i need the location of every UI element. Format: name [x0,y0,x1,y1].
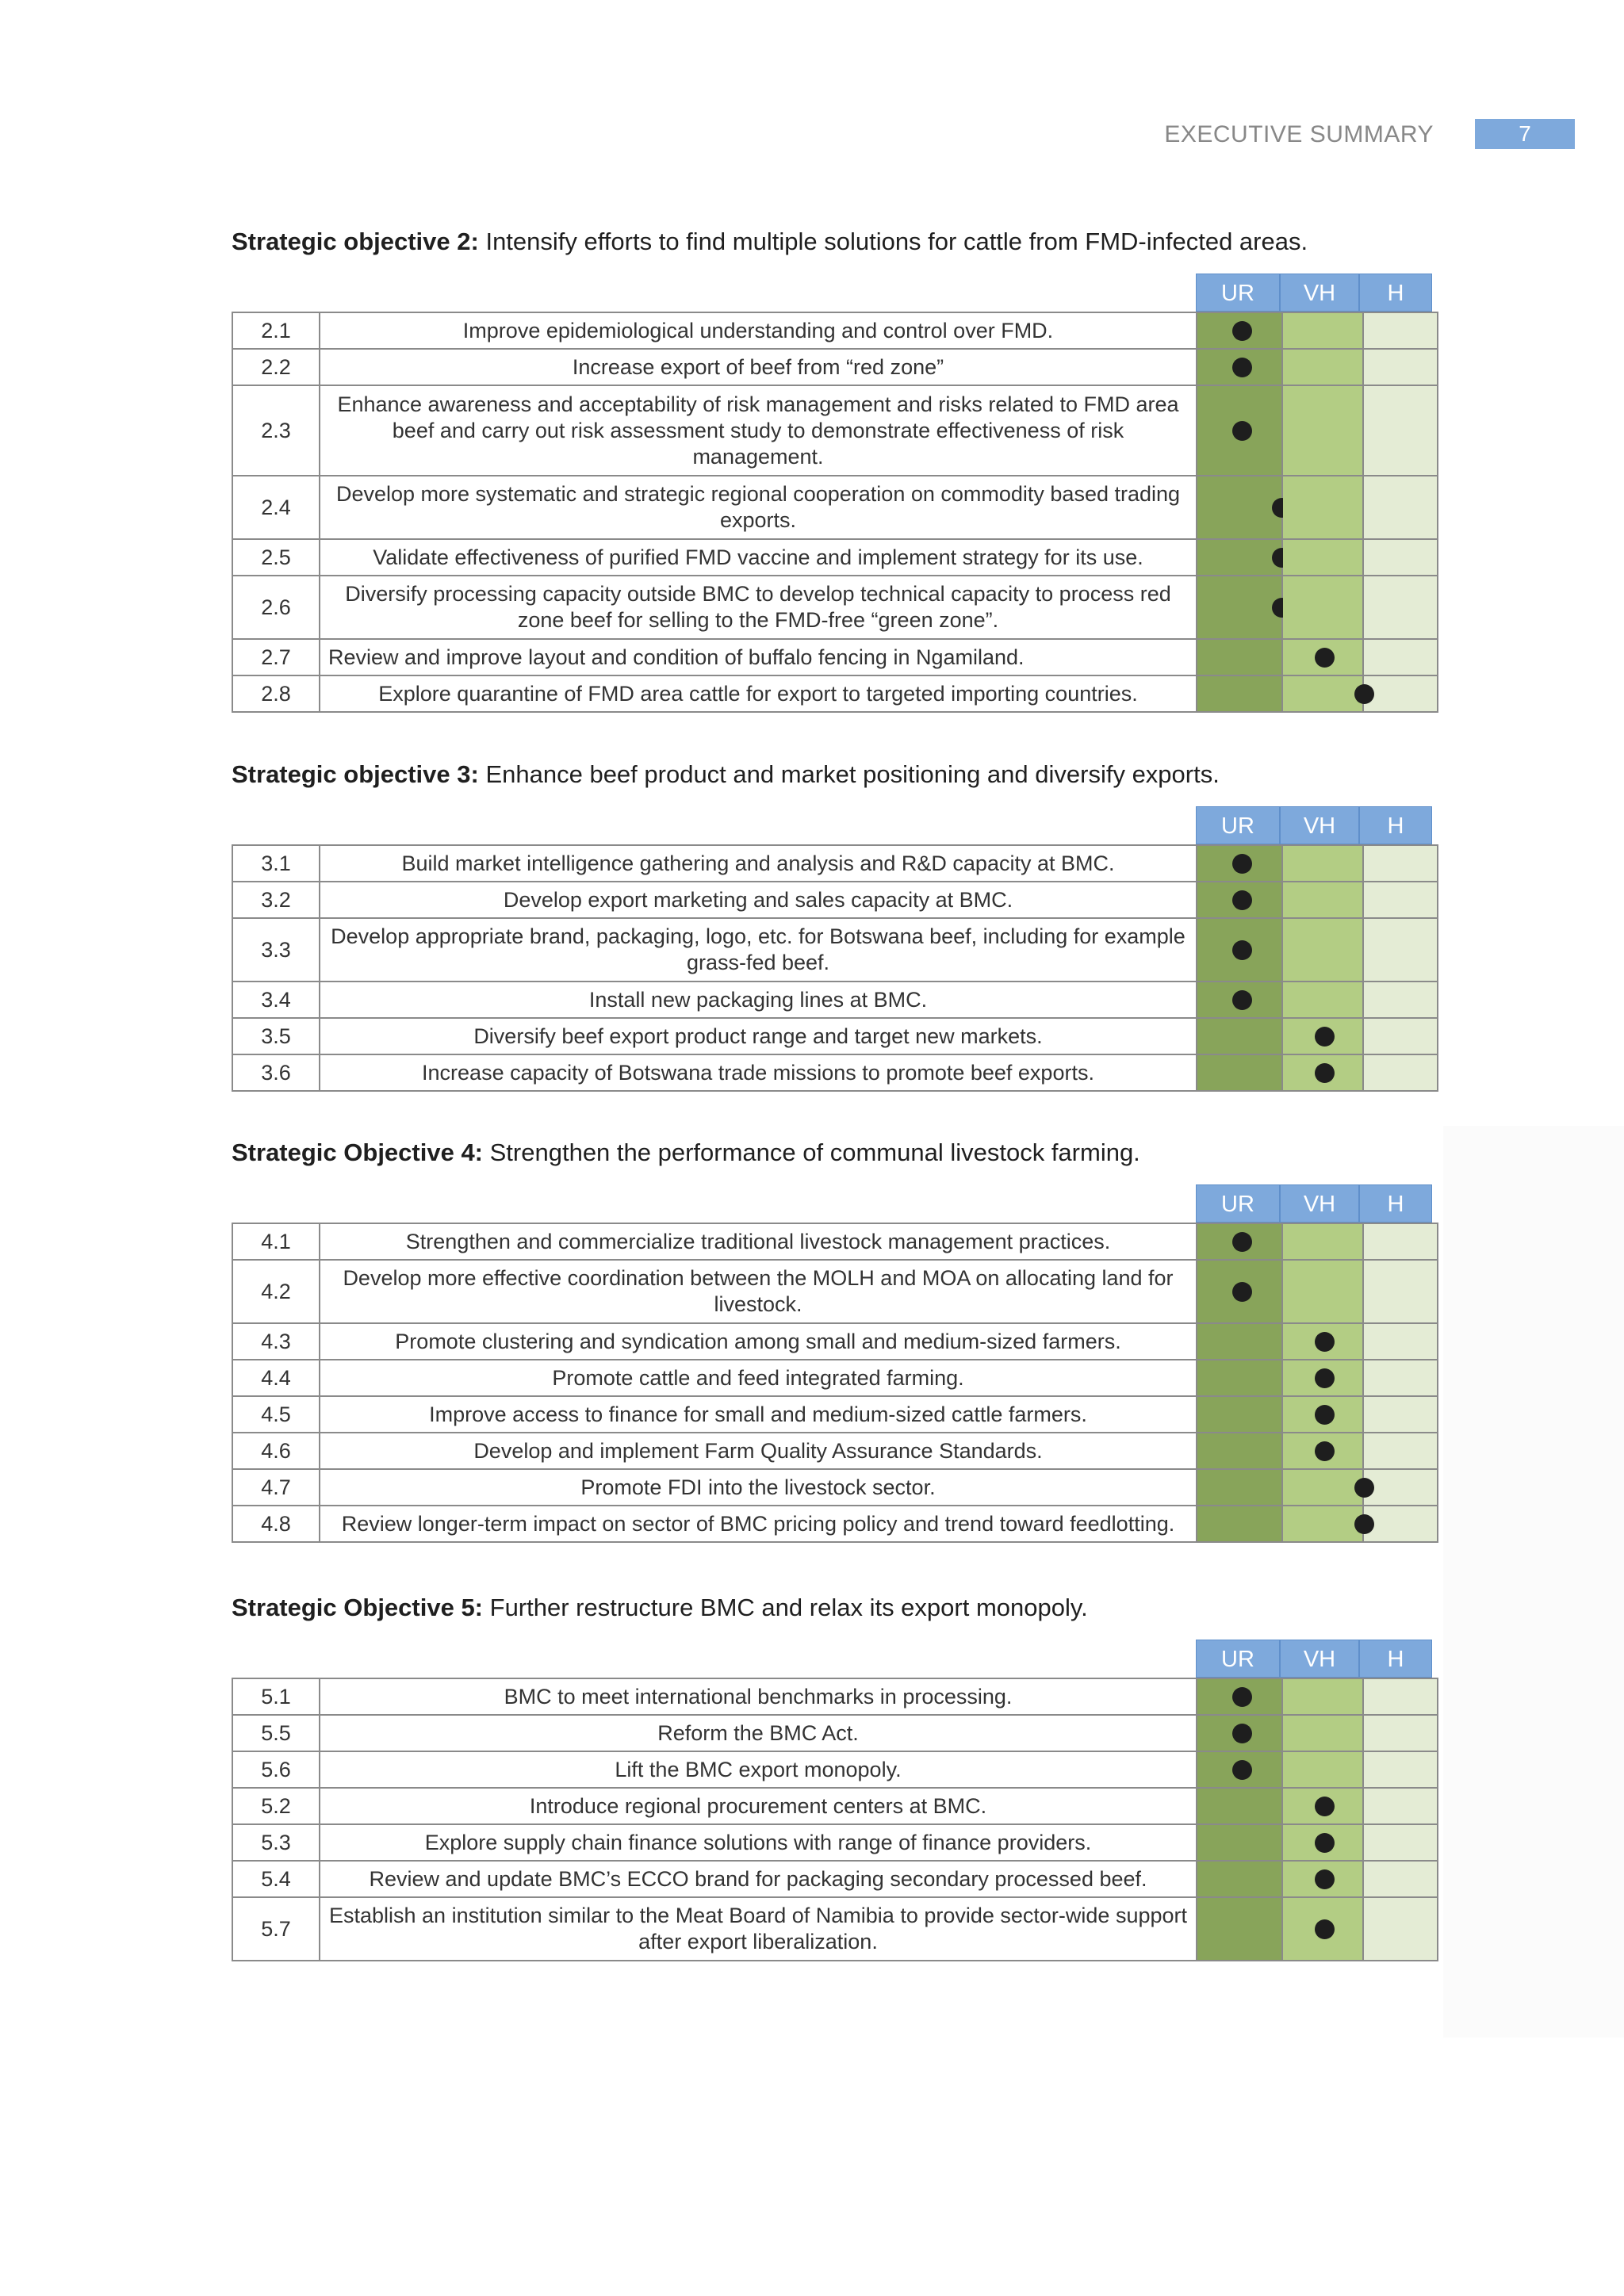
row-number: 2.3 [232,385,320,476]
row-number: 5.4 [232,1861,320,1897]
row-description: Build market intelligence gathering and analysis and R&D capacity at BMC. [320,845,1197,882]
priority-cell-ur [1197,1054,1282,1091]
table-row [232,845,1438,882]
priority-dot [1315,1441,1335,1461]
priority-cell-ur [1197,349,1282,385]
priority-cell-h [1363,1018,1438,1054]
priority-dot [1315,1405,1335,1425]
priority-cell-ur [1197,476,1282,539]
row-description: Develop and implement Farm Quality Assurance Standards. [320,1433,1197,1469]
priority-dot [1232,1232,1252,1252]
priority-cell-vh [1282,1824,1363,1861]
table-row [232,1715,1438,1751]
row-description: Review and improve layout and condition of buffalo fencing in Ngamiland. [320,639,1197,675]
row-number: 4.6 [232,1433,320,1469]
priority-dot [1315,1797,1335,1816]
priority-header [1196,1184,1432,1223]
row-number: 2.2 [232,349,320,385]
priority-cell-vh [1282,675,1363,712]
row-number: 2.6 [232,576,320,639]
row-description: Promote cattle and feed integrated farming. [320,1360,1197,1396]
priority-dot [1232,940,1252,960]
priority-cell-h [1363,1469,1438,1506]
row-number: 4.1 [232,1223,320,1260]
priority-cell-vh [1282,1506,1363,1542]
priority-dot [1232,421,1252,441]
table-row [232,882,1438,918]
table-row [232,1018,1438,1054]
priority-cell-h [1363,1054,1438,1091]
priority-cell-vh [1282,1715,1363,1751]
row-description: Review and update BMC’s ECCO brand for packaging secondary processed beef. [320,1861,1197,1897]
priority-dot [1315,648,1335,668]
priority-cell-vh [1282,1360,1363,1396]
row-description: Develop more systematic and strategic regional cooperation on commodity based trading exports. [320,476,1197,539]
row-description: Develop appropriate brand, packaging, logo, etc. for Botswana beef, including for example grass-fed beef. [320,918,1197,982]
objective-text: Intensify efforts to find multiple solutions for cattle from FMD-infected areas. [478,228,1308,255]
row-description: Develop export marketing and sales capacity at BMC. [320,882,1197,918]
objective-label: Strategic Objective 4: [232,1138,484,1166]
priority-cell-ur [1197,1260,1282,1323]
priority-cell-h [1363,1396,1438,1433]
priority-cell-vh [1282,639,1363,675]
row-number: 3.6 [232,1054,320,1091]
row-number: 2.7 [232,639,320,675]
table-row [232,1678,1438,1715]
page-shade [1443,1126,1624,2038]
row-number: 4.3 [232,1323,320,1360]
row-number: 4.7 [232,1469,320,1506]
priority-cell-vh [1282,1260,1363,1323]
priority-cell-vh [1282,1018,1363,1054]
priority-cell-h [1363,1751,1438,1788]
objective-table [232,1223,1438,1543]
priority-cell-ur [1197,1323,1282,1360]
priority-dot [1315,1368,1335,1388]
priority-cell-ur [1197,675,1282,712]
row-number: 5.7 [232,1897,320,1961]
priority-cell-vh [1282,1433,1363,1469]
priority-cell-h [1363,1506,1438,1542]
table-row [232,675,1438,712]
table-row [232,1054,1438,1091]
priority-cell-ur [1197,576,1282,639]
priority-cell-vh [1282,1678,1363,1715]
row-number: 3.2 [232,882,320,918]
objective-table [232,1678,1438,1961]
priority-cell-h [1363,539,1438,576]
priority-cell-ur [1197,1861,1282,1897]
priority-cell-h [1363,576,1438,639]
objective-3-section [232,759,1432,1092]
table-row [232,539,1438,576]
table-row [232,1433,1438,1469]
priority-header-h: H [1359,274,1432,312]
priority-cell-vh [1282,1054,1363,1091]
priority-cell-vh [1282,312,1363,349]
row-number: 5.6 [232,1751,320,1788]
row-number: 2.4 [232,476,320,539]
priority-cell-h [1363,1323,1438,1360]
objective-heading [232,226,1432,258]
priority-dot [1232,321,1252,341]
priority-cell-vh [1282,539,1363,576]
priority-cell-h [1363,1715,1438,1751]
priority-dot [1315,1833,1335,1853]
priority-header [1196,274,1432,312]
priority-cell-vh [1282,1469,1363,1506]
priority-cell-h [1363,1223,1438,1260]
priority-header-ur: UR [1196,806,1280,844]
priority-cell-ur [1197,312,1282,349]
priority-dot [1315,1869,1335,1889]
priority-cell-ur [1197,1715,1282,1751]
priority-cell-h [1363,1433,1438,1469]
table-row [232,1360,1438,1396]
row-description: Lift the BMC export monopoly. [320,1751,1197,1788]
row-number: 5.5 [232,1715,320,1751]
objective-heading [232,1137,1432,1169]
objective-table [232,844,1438,1092]
priority-cell-h [1363,1678,1438,1715]
priority-cell-h [1363,982,1438,1018]
objective-table [232,312,1438,713]
row-description: Promote clustering and syndication among small and medium-sized farmers. [320,1323,1197,1360]
priority-cell-ur [1197,1506,1282,1542]
row-number: 4.5 [232,1396,320,1433]
row-description: Validate effectiveness of purified FMD vaccine and implement strategy for its use. [320,539,1197,576]
priority-cell-h [1363,385,1438,476]
priority-cell-ur [1197,982,1282,1018]
priority-header-ur: UR [1196,1640,1280,1678]
priority-cell-h [1363,1260,1438,1323]
priority-cell-vh [1282,982,1363,1018]
priority-cell-h [1363,1360,1438,1396]
priority-dot [1354,1514,1374,1534]
priority-cell-ur [1197,1678,1282,1715]
priority-cell-h [1363,918,1438,982]
priority-cell-vh [1282,1897,1363,1961]
row-description: Explore supply chain finance solutions with range of finance providers. [320,1824,1197,1861]
priority-header-vh: VH [1280,806,1359,844]
priority-dot [1354,684,1374,704]
table-row [232,1861,1438,1897]
priority-dot [1315,1919,1335,1939]
priority-dot [1232,854,1252,874]
priority-cell-ur [1197,918,1282,982]
row-description: Develop more effective coordination between the MOLH and MOA on allocating land for livestock. [320,1260,1197,1323]
row-description: Promote FDI into the livestock sector. [320,1469,1197,1506]
priority-cell-h [1363,1824,1438,1861]
row-number: 3.4 [232,982,320,1018]
priority-cell-h [1363,312,1438,349]
row-number: 3.1 [232,845,320,882]
priority-dot [1315,1332,1335,1352]
objective-label: Strategic objective 2: [232,228,479,255]
table-row [232,1506,1438,1542]
row-description: Introduce regional procurement centers at BMC. [320,1788,1197,1824]
priority-cell-vh [1282,385,1363,476]
priority-cell-vh [1282,576,1363,639]
priority-cell-vh [1282,476,1363,539]
table-row [232,385,1438,476]
table-row [232,576,1438,639]
row-number: 5.3 [232,1824,320,1861]
row-description: Establish an institution similar to the Meat Board of Namibia to provide sector-wide support after export liberalization. [320,1897,1197,1961]
priority-dot [1232,1282,1252,1302]
priority-header-h: H [1359,1640,1432,1678]
row-number: 5.2 [232,1788,320,1824]
running-header: EXECUTIVE SUMMARY [1164,121,1434,147]
priority-cell-vh [1282,882,1363,918]
priority-cell-vh [1282,1396,1363,1433]
priority-header-vh: VH [1280,1184,1359,1223]
table-row [232,476,1438,539]
priority-dot [1354,1478,1374,1498]
priority-header-h: H [1359,1184,1432,1223]
row-description: Explore quarantine of FMD area cattle for export to targeted importing countries. [320,675,1197,712]
row-number: 4.8 [232,1506,320,1542]
priority-header [1196,806,1432,844]
row-description: Increase export of beef from “red zone” [320,349,1197,385]
priority-cell-ur [1197,1396,1282,1433]
priority-cell-ur [1197,539,1282,576]
row-description: Install new packaging lines at BMC. [320,982,1197,1018]
priority-cell-h [1363,882,1438,918]
priority-dot [1232,890,1252,910]
table-row [232,1323,1438,1360]
table-row [232,1788,1438,1824]
table-row [232,1897,1438,1961]
row-description: Increase capacity of Botswana trade missions to promote beef exports. [320,1054,1197,1091]
priority-cell-ur [1197,1360,1282,1396]
priority-cell-vh [1282,1223,1363,1260]
table-row [232,312,1438,349]
row-number: 4.2 [232,1260,320,1323]
priority-dot [1232,1760,1252,1780]
row-number: 3.5 [232,1018,320,1054]
row-description: Review longer-term impact on sector of BMC pricing policy and trend toward feedlotting. [320,1506,1197,1542]
priority-cell-vh [1282,1323,1363,1360]
row-number: 3.3 [232,918,320,982]
row-number: 4.4 [232,1360,320,1396]
priority-cell-ur [1197,1897,1282,1961]
priority-header [1196,1640,1432,1678]
priority-header-ur: UR [1196,1184,1280,1223]
row-description: Strengthen and commercialize traditional livestock management practices. [320,1223,1197,1260]
objective-text: Enhance beef product and market positioning and diversify exports. [478,760,1220,788]
table-row [232,1396,1438,1433]
priority-dot [1232,1687,1252,1707]
table-row [232,1223,1438,1260]
objective-4-section [232,1137,1432,1543]
priority-header-vh: VH [1280,274,1359,312]
priority-cell-ur [1197,1788,1282,1824]
table-row [232,349,1438,385]
objective-text: Strengthen the performance of communal livestock farming. [483,1138,1140,1166]
objective-text: Further restructure BMC and relax its export monopoly. [483,1594,1088,1621]
priority-cell-ur [1197,1018,1282,1054]
priority-dot [1315,1027,1335,1047]
row-description: Improve epidemiological understanding and control over FMD. [320,312,1197,349]
table-row [232,1469,1438,1506]
priority-cell-ur [1197,1824,1282,1861]
priority-cell-vh [1282,918,1363,982]
priority-cell-vh [1282,1788,1363,1824]
objective-label: Strategic objective 3: [232,760,479,788]
row-description: Enhance awareness and acceptability of risk management and risks related to FMD area beef and carry out risk assessment study to demonstrate effectiveness of risk management. [320,385,1197,476]
priority-cell-ur [1197,1751,1282,1788]
objective-2-section [232,226,1432,713]
objective-heading [232,1592,1432,1624]
row-description: BMC to meet international benchmarks in processing. [320,1678,1197,1715]
row-number: 2.5 [232,539,320,576]
priority-cell-vh [1282,349,1363,385]
priority-cell-ur [1197,882,1282,918]
priority-header-vh: VH [1280,1640,1359,1678]
objective-5-section [232,1592,1432,1961]
priority-cell-vh [1282,1751,1363,1788]
priority-dot [1315,1063,1335,1083]
table-row [232,1751,1438,1788]
priority-cell-h [1363,675,1438,712]
table-row [232,1824,1438,1861]
priority-dot [1232,358,1252,377]
priority-cell-ur [1197,1433,1282,1469]
priority-cell-ur [1197,639,1282,675]
row-number: 2.1 [232,312,320,349]
row-number: 2.8 [232,675,320,712]
objective-label: Strategic Objective 5: [232,1594,484,1621]
table-row [232,918,1438,982]
priority-cell-vh [1282,845,1363,882]
priority-dot [1232,1724,1252,1743]
row-description: Reform the BMC Act. [320,1715,1197,1751]
row-description: Diversify beef export product range and target new markets. [320,1018,1197,1054]
priority-cell-ur [1197,1469,1282,1506]
priority-header-h: H [1359,806,1432,844]
priority-cell-h [1363,349,1438,385]
priority-cell-h [1363,639,1438,675]
table-row [232,1260,1438,1323]
priority-cell-h [1363,476,1438,539]
table-row [232,982,1438,1018]
priority-cell-h [1363,845,1438,882]
objective-heading [232,759,1432,790]
priority-cell-h [1363,1861,1438,1897]
priority-cell-ur [1197,845,1282,882]
priority-cell-h [1363,1788,1438,1824]
priority-cell-ur [1197,1223,1282,1260]
row-description: Diversify processing capacity outside BMC to develop technical capacity to process red zone beef for selling to the FMD-free “green zone”. [320,576,1197,639]
page-number-badge: 7 [1475,119,1575,149]
row-number: 5.1 [232,1678,320,1715]
priority-cell-ur [1197,385,1282,476]
priority-cell-h [1363,1897,1438,1961]
table-row [232,639,1438,675]
priority-cell-vh [1282,1861,1363,1897]
priority-header-ur: UR [1196,274,1280,312]
row-description: Improve access to finance for small and medium-sized cattle farmers. [320,1396,1197,1433]
priority-dot [1232,990,1252,1010]
